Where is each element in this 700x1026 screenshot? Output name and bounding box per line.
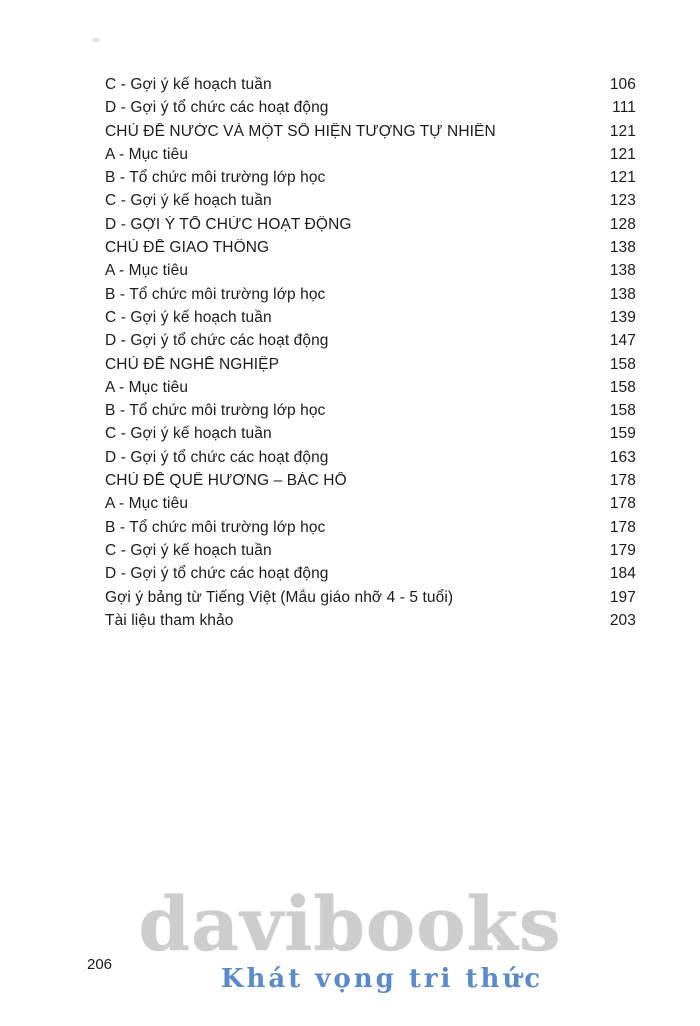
toc-entry: [105, 449, 636, 472]
toc-entry-page: 106: [609, 76, 636, 93]
toc-entry-label: A - Mục tiêu: [105, 262, 189, 280]
toc-entry-label: D - Gợi ý tổ chức các hoạt động: [105, 332, 329, 350]
toc-entry: [105, 589, 636, 612]
toc-entry-page: 121: [609, 169, 636, 187]
toc-entry: [105, 123, 636, 146]
toc-entry-page: 138: [609, 262, 636, 280]
toc-entry-label: D - Gợi ý tổ chức các hoạt động: [105, 99, 329, 117]
toc-list: [105, 76, 636, 635]
watermark-tagline-text: Khát vọng tri thức: [220, 964, 544, 994]
toc-entry-label: CHỦ ĐỀ QUÊ HƯƠNG – BÁC HỒ: [105, 472, 347, 490]
toc-entry-page: 123: [609, 192, 636, 210]
toc-entry: [105, 542, 636, 565]
toc-entry-page: 178: [609, 518, 636, 536]
toc-entry: [105, 425, 636, 448]
toc-entry-page: 178: [609, 472, 636, 490]
toc-entry-page: 158: [609, 355, 636, 373]
toc-entry-label: C - Gợi ý kế hoạch tuần: [105, 192, 272, 210]
toc-entry-label: D - Gợi ý tổ chức các hoạt động: [105, 565, 329, 583]
toc-entry-label: CHỦ ĐỀ GIAO THÔNG: [105, 239, 270, 257]
toc-entry: [105, 76, 636, 99]
toc-entry: [105, 286, 636, 309]
watermark-logo-text: davibooks: [138, 882, 562, 968]
toc-entry-label: D - Gợi ý tổ chức các hoạt động: [105, 448, 329, 466]
toc-entry-page: 159: [609, 425, 636, 443]
toc-entry: [105, 192, 636, 215]
toc-entry-label: A - Mục tiêu: [105, 378, 189, 396]
toc-entry-page: 179: [609, 541, 636, 559]
toc-entry-page: 138: [609, 285, 636, 303]
toc-entry-page: 163: [609, 448, 636, 466]
toc-entry-page: 128: [609, 215, 636, 233]
scan-artifact: [92, 38, 100, 42]
toc-entry-page: 121: [609, 122, 636, 140]
toc-entry-label: B - Tổ chức môi trường lớp học: [105, 285, 326, 303]
toc-entry-label: CHỦ ĐỀ NGHỀ NGHIỆP: [105, 355, 280, 373]
toc-entry-page: 197: [609, 588, 636, 606]
publisher-watermark: [0, 882, 700, 994]
toc-entry: [105, 332, 636, 355]
toc-entry-label: D - GỢI Ý TỔ CHỨC HOẠT ĐỘNG: [105, 215, 352, 233]
toc-entry: [105, 612, 636, 635]
toc-entry-label: Tài liệu tham khảo: [105, 611, 234, 629]
toc-entry-label: C - Gợi ý kế hoạch tuần: [105, 425, 272, 443]
toc-entry-page: 203: [609, 611, 636, 629]
toc-entry-label: B - Tổ chức môi trường lớp học: [105, 402, 326, 420]
toc-entry: [105, 472, 636, 495]
toc-entry-label: A - Mục tiêu: [105, 495, 189, 513]
toc-entry: [105, 495, 636, 518]
toc-entry: [105, 216, 636, 239]
toc-entry: [105, 146, 636, 169]
toc-entry-page: 158: [609, 378, 636, 396]
toc-entry: [105, 356, 636, 379]
toc-entry-label: A - Mục tiêu: [105, 145, 189, 163]
toc-entry-page: 138: [609, 239, 636, 257]
toc-entry: [105, 169, 636, 192]
toc-entry: [105, 99, 636, 122]
toc-entry-label: CHỦ ĐỀ NƯỚC VÀ MỘT SỐ HIỆN TƯỢNG TỰ NHIÊN: [105, 122, 496, 140]
toc-entry: [105, 262, 636, 285]
toc-entry-label: C - Gợi ý kế hoạch tuần: [105, 76, 272, 93]
toc-entry: [105, 402, 636, 425]
toc-entry: [105, 379, 636, 402]
toc-entry-page: 184: [609, 565, 636, 583]
page-number: 206: [87, 956, 113, 973]
toc-entry-label: C - Gợi ý kế hoạch tuần: [105, 308, 272, 326]
toc-entry-label: B - Tổ chức môi trường lớp học: [105, 518, 326, 536]
toc-entry-page: 139: [609, 308, 636, 326]
toc-entry: [105, 519, 636, 542]
toc-entry-page: 178: [609, 495, 636, 513]
toc-entry: [105, 239, 636, 262]
toc-entry-label: Gợi ý bảng từ Tiếng Việt (Mẫu giáo nhỡ 4 - 5 tuổi): [105, 588, 454, 606]
toc-entry-label: C - Gợi ý kế hoạch tuần: [105, 541, 272, 559]
toc-entry-page: 111: [612, 99, 636, 117]
toc-entry-label: B - Tổ chức môi trường lớp học: [105, 169, 326, 187]
toc-entry: [105, 565, 636, 588]
toc-entry: [105, 309, 636, 332]
toc-entry-page: 121: [609, 145, 636, 163]
toc-entry-page: 147: [609, 332, 636, 350]
toc-entry-page: 158: [609, 402, 636, 420]
